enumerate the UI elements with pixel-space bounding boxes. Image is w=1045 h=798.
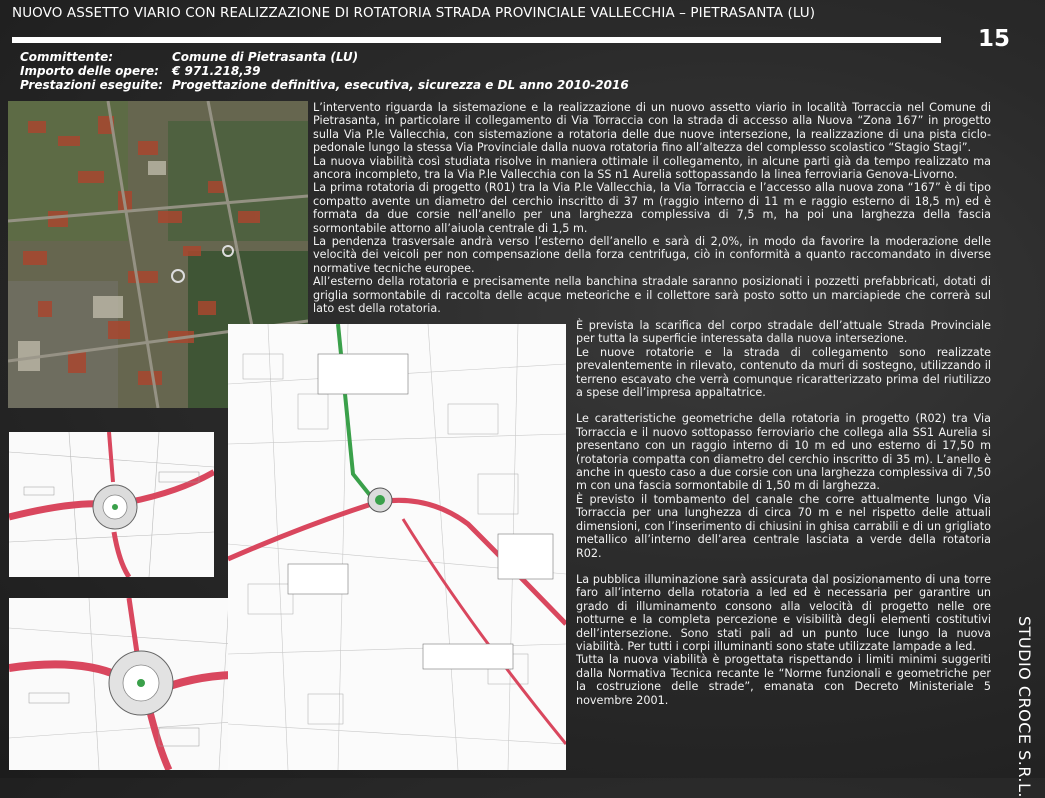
info-value: € 971.218,39 <box>172 64 261 78</box>
paragraph: Le caratteristiche geometriche della rotatoria in progetto (R02) tra Via Torraccia e il nuovo sottopasso ferroviario che collega alla SS1 Aurelia si presentano con un raggio interno di 10 m ed uno esterno di 17,50 m (rotatoria compatta con diametro del cerchio inscritto di 35 m). L’anello è anche in questo caso a due corsie con una larghezza complessiva di 7,50 m con una fascia sormontabile di 1,50 m di larghezza. <box>576 412 991 493</box>
roundabout-plan-r01 <box>9 432 214 577</box>
page-title: NUOVO ASSETTO VIARIO CON REALIZZAZIONE DI ROTATORIA STRADA PROVINCIALE VALLECCHIA – PIETRASANTA (LU) <box>12 5 816 21</box>
studio-name: STUDIO CROCE S.R.L. <box>1015 616 1034 798</box>
paragraph: La pendenza trasversale andrà verso l’esterno dell’anello e sarà di 2,0%, in modo da favorire la moderazione delle velocità dei veicoli per non compensazione della forza centrifuga, ciò in conformità a quanto raccomandato in diverse normative tecniche europee. <box>313 235 991 275</box>
info-label: Prestazioni eseguite: <box>20 78 163 92</box>
paragraph: La pubblica illuminazione sarà assicurata dal posizionamento di una torre faro all’interno della rotatoria a led ed è necessaria per garantire un grado di illuminamento consono alla velocità di progetto nelle ore notturne e la completa percezione e visibilità degli elementi costitutivi dell’intersezione. Sono stati pali ad un punto luce lungo la nuova viabilità. Per tutti i corpi illuminanti sono state utilizzate lampade a led. <box>576 572 991 653</box>
body-text-top <box>313 101 991 316</box>
info-row-prestazioni <box>20 78 629 92</box>
site-plan <box>228 324 566 770</box>
site-plan-illustration <box>228 324 566 770</box>
title-underline <box>12 37 941 43</box>
info-value: Comune di Pietrasanta (LU) <box>172 50 359 64</box>
paragraph: La nuova viabilità così studiata risolve in maniera ottimale il collegamento, in alcune parti già da tempo realizzato ma ancora incompleto, tra la Via P.le Vallecchia con la SS n1 Aurelia sottopassando la linea ferroviaria Genova-Livorno. <box>313 154 991 182</box>
paragraph: All’esterno della rotatoria e precisamente nella banchina stradale saranno posizionati i pozzetti prefabbricati, dotati di griglia sormontabile di raccolta delle acque meteoriche e il collettore sarà posto sotto un marciapiede che correrà sul lato est della rotatoria. <box>313 275 991 316</box>
info-label: Importo delle opere: <box>20 64 159 78</box>
paragraph: La prima rotatoria di progetto (R01) tra la Via P.le Vallecchia, la Via Torraccia e l’accesso alla nuova zona “167” è di tipo compatto avente un diametro del cerchio inscritto di 37 m (raggio interno di 11 m e raggio esterno di 18,5 m) ed è formata da due corsie nell’anello per una larghezza complessiva di 7,5 m, ha poi una larghezza della fascia sormontabile attorno all’aiuola centrale di 1,5 m. <box>313 181 991 235</box>
studio-credit <box>1003 614 1045 798</box>
paragraph: Tutta la nuova viabilità è progettata rispettando i limiti minimi suggeriti dalla Normativa Tecnica recante le “Norme funzionali e geometriche per la costruzione delle strade”, emanata con Decreto Ministeriale 5 novembre 2001. <box>576 653 991 707</box>
paragraph: È previsto il tombamento del canale che corre attualmente lungo Via Torraccia per una lunghezza di circa 70 m e nel rispetto delle attuali dimensioni, con l’inserimento di chiusini in ghisa carrabili e di un grigliato metallico all’interno dell’area centrale lasciata a verde della rotatoria R02. <box>576 492 991 560</box>
info-value: Progettazione definitiva, esecutiva, sicurezza e DL anno 2010-2016 <box>172 78 629 92</box>
page-number: 15 <box>978 26 1011 52</box>
info-row-committente <box>20 50 629 64</box>
body-text-right <box>576 319 991 707</box>
info-label: Committente: <box>20 50 113 64</box>
info-row-importo <box>20 64 629 78</box>
project-info <box>20 50 629 92</box>
paragraph: È prevista la scarifica del corpo stradale dell’attuale Strada Provinciale per tutta la superficie interessata dalla nuova intersezione. <box>576 319 991 346</box>
paragraph: L’intervento riguarda la sistemazione e la realizzazione di un nuovo assetto viario in località Torraccia nel Comune di Pietrasanta, in particolare il collegamento di Via Torraccia con la strada di accesso alla Nuova “Zona 167” in progetto sulla Via P.le Vallecchia, con sistemazione a rotatoria delle due nuove intersezione, la realizzazione di una pista ciclo-pedonale lungo la stessa Via Provinciale dalla nuova rotatoria fino all’altezza del complesso scolastico “Stagio Stagi”. <box>313 101 991 155</box>
roundabout-plan-r01-illustration <box>9 432 214 577</box>
paragraph: Le nuove rotatorie e la strada di collegamento sono realizzate prevalentemente in rilevato, contenuto da muri di sostegno, utilizzando il terreno escavato che verrà comunque ricaratterizzato prima del riutilizzo a spese dell’impresa appaltatrice. <box>576 345 991 400</box>
